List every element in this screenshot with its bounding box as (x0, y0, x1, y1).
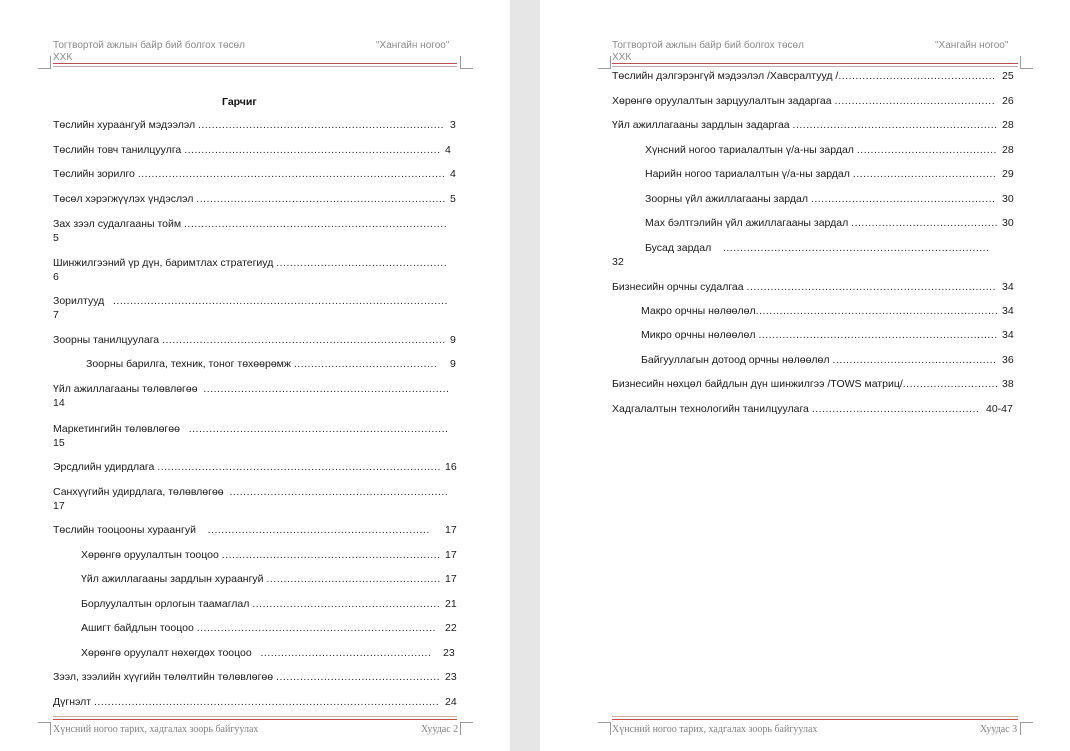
toc-entry[interactable]: Дүгнэлт ..................................................................................................... (53, 696, 440, 708)
toc-entry[interactable]: Зээл, зээлийн хүүгийн төлөлтийн төлөвлөгөө ................................................ (53, 671, 441, 683)
toc-page-number: 5 (53, 232, 59, 244)
header-left-text: Тогтвортой ажлын байр бий болгох төсөл (612, 40, 804, 51)
toc-page-number: 17 (445, 524, 457, 536)
toc-entry[interactable]: Төсөл хэрэгжүүлэх үндэслэл ......................................................................... (53, 193, 446, 205)
toc-entry[interactable]: Хадгалалтын технологийн танилцуулага ................................................. (612, 403, 980, 415)
toc-page-number: 17 (445, 549, 457, 561)
toc-entry-sub[interactable]: Зоорны барилга, техник, тоног төхөөрөмж .......................................... (86, 358, 438, 370)
toc-page-number: 30 (1002, 217, 1014, 229)
toc-entry[interactable]: Шинжилгээний үр дүн, баримтлах стратегиуд .................................................. (53, 257, 448, 269)
toc-page-number: 14 (53, 397, 65, 409)
toc-page-number: 28 (1002, 144, 1014, 156)
footer-left-text: Хүнсний ногоо тарих, хадгалах зоорь байгуулах (53, 724, 259, 735)
header-rule (612, 63, 1018, 64)
crop-mark (1020, 56, 1033, 69)
crop-mark (598, 56, 611, 69)
crop-mark (460, 722, 473, 735)
toc-entry[interactable]: Зорилтууд .................................................................................................. (53, 295, 448, 307)
toc-page-number: 23 (443, 647, 455, 659)
crop-mark (460, 56, 473, 69)
toc-entry[interactable]: Маркетингийн төлөвлөгөө ............................................................................ (53, 423, 449, 435)
header-rule-2 (612, 66, 1018, 67)
header-left-text-2: ХХК (612, 52, 632, 63)
crop-mark (38, 722, 51, 735)
toc-entry-sub[interactable]: Хөрөнгө оруулалт нөхөгдөх тооцоо .................................................. (81, 647, 432, 659)
toc-entry-sub[interactable]: Микро орчны нөлөөлөл ...................................................................... (641, 329, 998, 341)
toc-entry[interactable]: Төслийн тооцооны хураангуй ................................................................. (53, 524, 430, 536)
toc-entry[interactable]: Үйл ажиллагааны зардлын задаргаа ............................................................ (612, 119, 998, 131)
header-right-text: "Хангайн ногоо" (935, 40, 1009, 51)
toc-page-number: 38 (1002, 378, 1014, 390)
toc-page-number: 17 (53, 500, 65, 512)
toc-entry[interactable]: Хөрөнгө оруулалтын зарцуулалтын задаргаа ............................................... (612, 95, 996, 107)
footer-page-label: Хуудас 3 (980, 724, 1018, 735)
toc-entry[interactable]: Эрсдлийн удирдлага ................................................................................... (53, 461, 441, 473)
toc-page-number: 34 (1002, 281, 1014, 293)
toc-page-number: 30 (1002, 193, 1014, 205)
toc-page-number: 17 (445, 573, 457, 585)
toc-entry-sub[interactable]: Үйл ажиллагааны зардлын хураангуй ................................................... (81, 573, 441, 585)
header-rule-2 (53, 66, 457, 67)
toc-page-number: 4 (445, 144, 451, 156)
toc-entry-sub[interactable]: Зоорны үйл ажиллагааны зардал ...................................................... (645, 193, 996, 205)
toc-page-number: 3 (450, 119, 456, 131)
document-page-3 (540, 0, 1070, 751)
toc-page-number: 5 (450, 193, 456, 205)
toc-page-number: 21 (445, 598, 457, 610)
toc-page-number: 25 (1002, 70, 1014, 82)
toc-page-number: 24 (445, 696, 457, 708)
header-rule (53, 63, 457, 64)
toc-page-number: 6 (53, 271, 59, 283)
toc-entry-sub[interactable]: Ашигт байдлын тооцоо ...................................................................... (81, 622, 436, 634)
toc-page-number: 23 (445, 671, 457, 683)
toc-entry[interactable]: Санхүүгийн удирдлага, төлөвлөгөө ................................................................ (53, 486, 449, 498)
document-page-2 (0, 0, 510, 751)
toc-page-number: 26 (1002, 95, 1014, 107)
toc-entry-sub[interactable]: Нарийн ногоо тариалалтын ү/а-ны зардал .......................................... (645, 168, 997, 180)
toc-page-number: 7 (53, 309, 59, 321)
toc-page-number: 15 (53, 437, 65, 449)
toc-entry-sub[interactable]: Борлуулалтын орлогын таамаглал ....................................................... (81, 598, 441, 610)
toc-entry-sub[interactable]: Байгууллагын дотоод орчны нөлөөлөл ................................................ (641, 354, 997, 366)
header-left-text-2: ХХК (53, 52, 73, 63)
toc-entry[interactable]: Үйл ажиллагааны төлөвлөгөө ........................................................................ (53, 383, 450, 395)
crop-mark (1020, 722, 1033, 735)
toc-page-number: 29 (1002, 168, 1014, 180)
toc-page-number: 36 (1002, 354, 1014, 366)
crop-mark (598, 722, 611, 735)
toc-entry[interactable]: Зах зээл судалгааны тойм ............................................................................. (53, 218, 448, 230)
toc-page-number: 34 (1002, 305, 1014, 317)
toc-page-number: 9 (450, 334, 456, 346)
toc-entry-sub[interactable]: Мах бэлтгэлийн үйл ажиллагааны зардал ........................................... (645, 217, 999, 229)
toc-entry[interactable]: Төслийн зорилго .......................................................................................... (53, 168, 446, 180)
crop-mark (38, 56, 51, 69)
toc-page-number: 22 (445, 622, 457, 634)
toc-page-number: 34 (1002, 329, 1014, 341)
toc-page-number: 32 (612, 256, 624, 268)
toc-entry[interactable]: Бизнесийн орчны судалгаа ......................................................................... (612, 281, 996, 293)
toc-entry[interactable]: Төслийн товч танилцуулга ........................................................................... (53, 144, 441, 156)
toc-page-number: 16 (445, 461, 457, 473)
footer-rule (53, 716, 457, 717)
toc-page-number: 4 (450, 168, 456, 180)
toc-page-number: 9 (450, 358, 456, 370)
footer-rule-2 (53, 719, 457, 720)
toc-entry-sub[interactable]: Хүнсний ногоо тариалалтын ү/а-ны зардал ......................................... (645, 144, 997, 156)
toc-entry-sub[interactable]: Хөрөнгө оруулалтын тооцоо ................................................................ (81, 549, 441, 561)
toc-page-number: 40-47 (986, 403, 1013, 415)
footer-page-label: Хуудас 2 (421, 724, 459, 735)
toc-entry[interactable]: Бизнесийн нөхцөл байдлын дүн шинжилгээ /TOWS матриц/............................ (612, 378, 999, 390)
header-left-text: Тогтвортой ажлын байр бий болгох төсөл (53, 40, 245, 51)
toc-entry[interactable]: Зоорны танилцуулага ................................................................................... (53, 334, 446, 346)
footer-rule (612, 716, 1018, 717)
toc-entry[interactable]: Төслийн дэлгэрэнгүй мэдээлэл /Хавсралтууд /.............................................. (612, 70, 996, 82)
header-right-text: "Хангайн ногоо" (376, 40, 450, 51)
toc-entry-sub[interactable]: Бусад зардал .............................................................................. (645, 242, 990, 254)
footer-left-text: Хүнсний ногоо тарих, хадгалах зоорь байгуулах (612, 724, 818, 735)
toc-entry-sub[interactable]: Макро орчны нөлөөлөл....................................................................... (641, 305, 999, 317)
toc-title: Гарчиг (222, 96, 257, 108)
toc-page-number: 28 (1002, 119, 1014, 131)
footer-rule-2 (612, 719, 1018, 720)
toc-entry[interactable]: Төслийн хураангуй мэдээлэл ........................................................................ (53, 119, 445, 131)
